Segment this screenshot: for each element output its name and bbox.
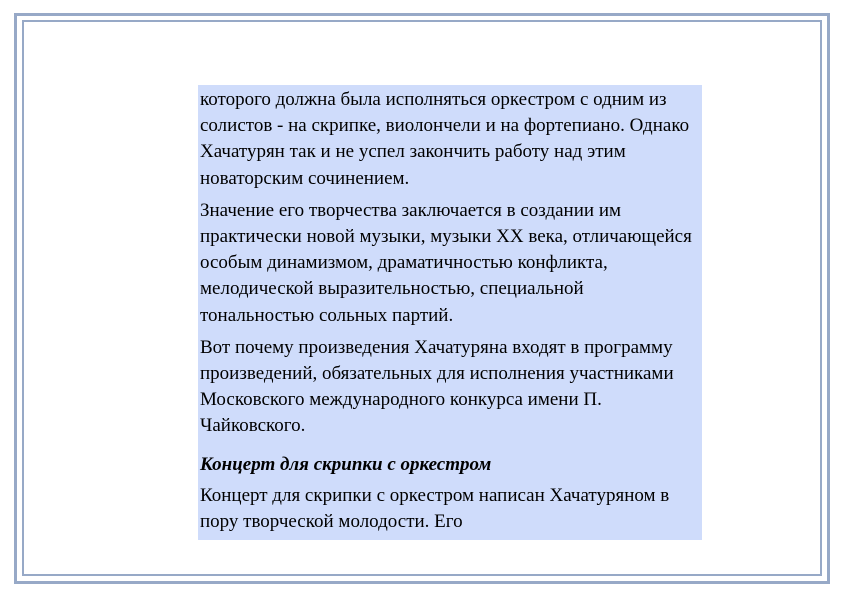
paragraph-concerto: Концерт для скрипки с оркестром написан Хачатуряном в пору творческой молодости. Его [200,484,670,533]
section-heading: Концерт для скрипки с оркестром [200,453,492,475]
paragraph-significance: Значение его творчества заключается в создании им практически новой музыки, музыки XX века, отличающейся особым динамизмом, драматичностью конфликта, мелодической выразительностью, специальной тональностью сольных партий. [200,199,692,326]
text-block [198,85,702,540]
paragraph-competition: Вот почему произведения Хачатуряна входят в программу произведений, обязательных для исполнения участниками Московского международного конкурса имени П. Чайковского. [200,336,674,437]
paragraph-continuation: которого должна была исполняться оркестром с одним из солистов - на скрипке, виолончели и на фортепиано. Однако Хачатурян так и не успел закончить работу над этим новаторским сочинением. [200,89,690,189]
